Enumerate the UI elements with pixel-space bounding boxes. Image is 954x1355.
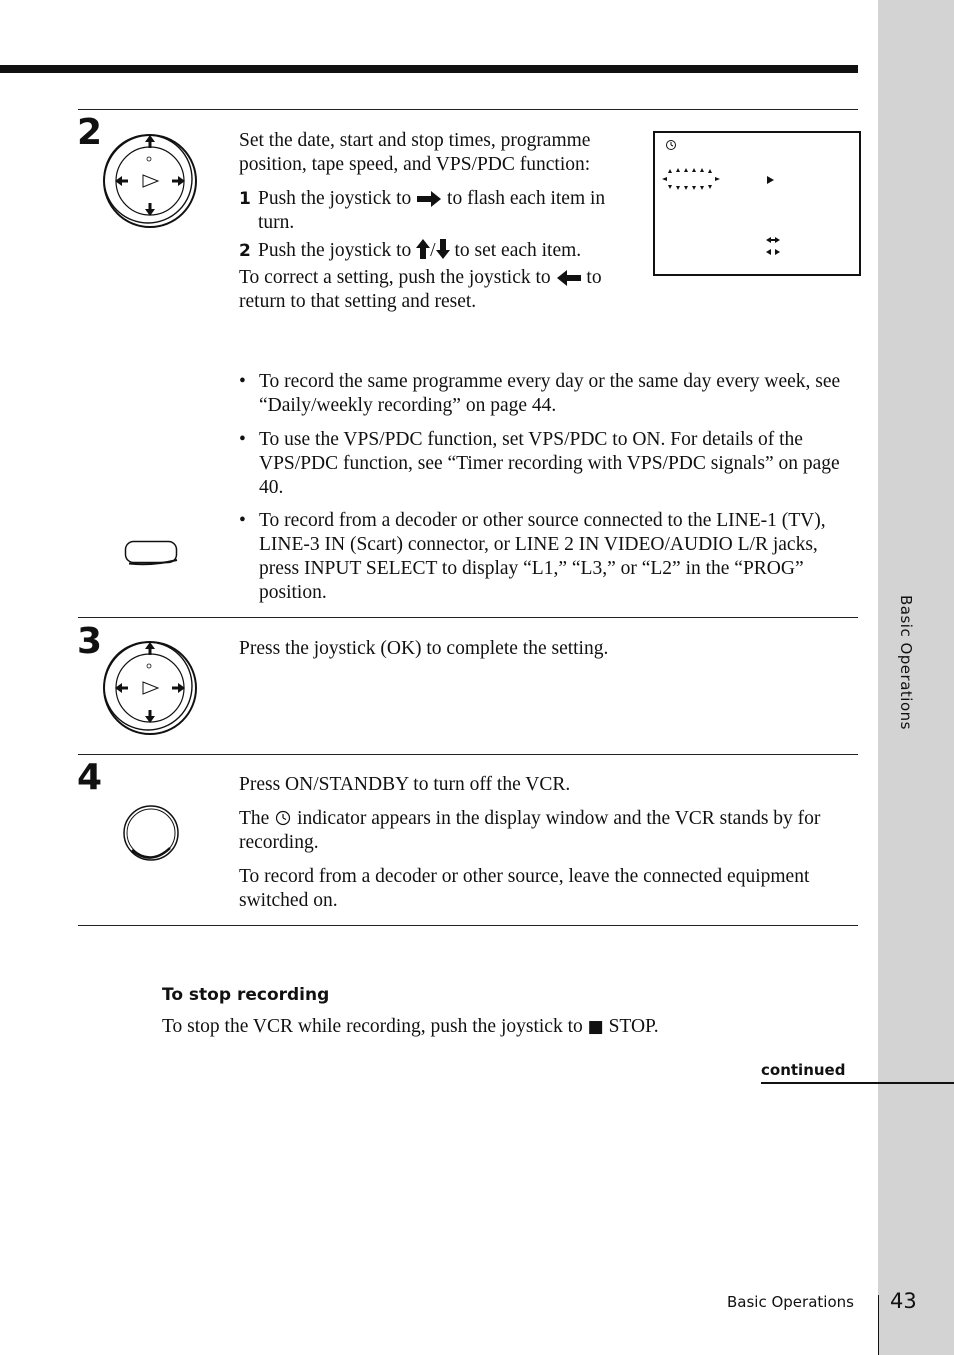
joystick-icon bbox=[102, 133, 198, 229]
sub1-text-b: to flash each item in turn. bbox=[258, 188, 606, 233]
timer-setting-display bbox=[653, 131, 861, 276]
stop-square-icon: ■ bbox=[587, 1017, 604, 1037]
step-divider bbox=[78, 617, 858, 618]
step4-p2 bbox=[239, 807, 829, 855]
stop-text-a: To stop the VCR while recording, push the joystick to bbox=[162, 1016, 583, 1037]
sub1-text-a: Push the joystick to bbox=[258, 188, 412, 209]
continued-label: continued bbox=[761, 1061, 846, 1079]
bullet-item bbox=[239, 509, 861, 605]
stop-text-b: STOP. bbox=[608, 1016, 659, 1037]
adjust-arrows-icon bbox=[765, 236, 781, 256]
cursor-right-icon bbox=[765, 175, 775, 185]
power-button-icon bbox=[122, 804, 182, 864]
p2-text-b: indicator appears in the display window and the VCR stands by for recording. bbox=[239, 808, 821, 853]
arrow-separator: / bbox=[430, 240, 436, 261]
timer-indicator-icon bbox=[274, 809, 292, 827]
bullet-mark: • bbox=[239, 371, 246, 392]
bullet-item bbox=[239, 428, 861, 500]
correct-text-b: to return to that setting and reset. bbox=[239, 267, 602, 312]
continued-rule bbox=[761, 1082, 954, 1084]
bullet-mark: • bbox=[239, 510, 246, 531]
input-select-button-icon bbox=[124, 540, 180, 566]
arrow-down-icon bbox=[436, 239, 450, 259]
step4-p1: Press ON/STANDBY to turn off the VCR. bbox=[239, 774, 571, 795]
stop-text bbox=[162, 1015, 782, 1039]
step2-correct bbox=[239, 266, 609, 314]
joystick-icon bbox=[102, 640, 198, 736]
sidebar-band bbox=[878, 0, 954, 1355]
header-rule bbox=[0, 65, 858, 73]
sub-number: 2 bbox=[239, 241, 251, 261]
correct-text-a: To correct a setting, push the joystick to bbox=[239, 267, 551, 288]
sub2-text-a: Push the joystick to bbox=[258, 240, 412, 261]
step3-text: Press the joystick (OK) to complete the setting. bbox=[239, 638, 609, 659]
step-divider bbox=[78, 754, 858, 755]
bullet-text: To record from a decoder or other source connected to the LINE-1 (TV), LINE-3 IN (Scart) connector, or LINE 2 IN VIDEO/AUDIO L/R jacks, press INPUT SELECT to display “L1,” “L3,” or “L2” in the “PROG” position. bbox=[259, 510, 826, 603]
step-number: 4 bbox=[77, 757, 103, 798]
step4-text bbox=[239, 773, 829, 913]
timer-clock-icon bbox=[665, 139, 677, 151]
section-end-rule bbox=[78, 925, 858, 926]
stop-heading: To stop recording bbox=[162, 985, 330, 1005]
step-number: 2 bbox=[77, 112, 103, 153]
p2-text-a: The bbox=[239, 808, 270, 829]
step2-sub1 bbox=[239, 187, 609, 235]
flashing-item-icon bbox=[661, 166, 721, 192]
footer-divider bbox=[878, 1295, 879, 1355]
page-number: 43 bbox=[890, 1289, 917, 1313]
step-divider bbox=[78, 109, 858, 110]
sub-number: 1 bbox=[239, 189, 251, 209]
sidebar-section-label: Basic Operations bbox=[897, 595, 915, 730]
bullet-mark: • bbox=[239, 429, 246, 450]
bullet-text: To use the VPS/PDC function, set VPS/PDC to ON. For details of the VPS/PDC function, see “Timer recording with VPS/PDC signals” on page 40. bbox=[259, 429, 840, 498]
step2-sub2 bbox=[239, 239, 609, 263]
footer-section-label: Basic Operations bbox=[727, 1293, 854, 1311]
bullet-item bbox=[239, 370, 861, 418]
arrow-left-icon bbox=[556, 270, 582, 286]
step2-text bbox=[239, 129, 609, 314]
step-number: 3 bbox=[77, 621, 103, 662]
bullet-text: To record the same programme every day or the same day every week, see “Daily/weekly recording” on page 44. bbox=[259, 371, 841, 416]
sub2-text-b: to set each item. bbox=[454, 240, 582, 261]
step2-intro: Set the date, start and stop times, programme position, tape speed, and VPS/PDC function: bbox=[239, 130, 591, 175]
arrow-right-icon bbox=[416, 191, 442, 207]
arrow-up-icon bbox=[416, 239, 430, 259]
step4-p3: To record from a decoder or other source, leave the connected equipment switched on. bbox=[239, 866, 810, 911]
